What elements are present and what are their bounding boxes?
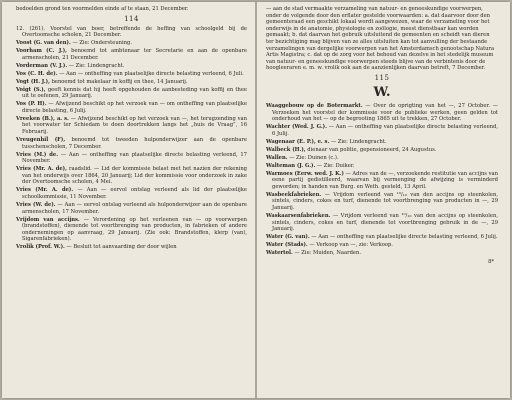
index-entry-heading: Vries (Mr. A. de).	[16, 187, 74, 194]
index-entry	[266, 155, 498, 162]
index-entry-text: — Zie: Lindengracht.	[68, 62, 125, 69]
index-entry-text: — Aan — ontheffing van plaatselijke directe belasting verleend, 6 Julij.	[311, 234, 498, 241]
index-entry	[266, 213, 498, 233]
index-entry-heading: Vrolik (Prof. W.).	[16, 244, 65, 251]
index-entry-text: 12. (261). Voorstel van boer, betreffende de heffing van schoolgeld bij de Overtoomsche scholen, 21 December.	[16, 25, 247, 39]
index-entry-text: — Aan — ontheffing van plaatselijke directe belasting verleend, 6 Julij.	[272, 124, 498, 137]
index-entry-heading: Voost (G. van den).	[16, 40, 71, 47]
right-page-entries	[266, 103, 498, 257]
index-entry	[266, 163, 498, 170]
index-entry-text: geeft kennis dat hij heeft opgehouden de aanbesteding van koffij en thee uit te oefenen, 29 Januarij.	[22, 86, 247, 100]
index-entry-heading: Vries (W. de).	[16, 201, 56, 208]
index-entry	[16, 101, 247, 114]
index-entry-text: — Afwijzend beschikt op het verzoek van —, het terugzending van het voorwater ter Schiedam te doen doortrekken langs het „huis de Vraag”, 16 Februarij.	[22, 115, 247, 136]
index-entry	[16, 71, 247, 78]
index-entry-heading: Vorderman (V. J.).	[16, 62, 68, 69]
index-entry	[16, 116, 247, 136]
index-entry-text: — Adres van de —, verzoekende restitutie van accijns van eene partij gedistilleerd, waarvan bij vermenging de afwijzing is verminderd geworden; in handen van Burg. en Weth. gesteld, 13 April.	[272, 170, 498, 190]
index-entry-text: — Zie: Ondersteuning.	[72, 40, 132, 47]
right-page-top-lines: — aan de stad vermaakte verzameling van natuur- en geneeskundige voorwerpen, onder de volgende door den erflater gestelde voorwaarden: a. dat daarvoor door den gemeenteraad een geschikt lokaal wordt aangewezen, waar de verzameling voor het onderwijs in de anatomie, physiologie en zoölogie, meest dienstbaar kan worden gemaakt; b. dat daarvan het gebruik uitsluitend de gemeenten en scheidt van dieren ter bezichtiging mag blijven van ze alles uitsluiten kan tot aanvulling der bestaande verzamelingen van dergelijke voorwerpen van het Amsterdamsch genootschap Natura Artis Magistra; c. dat op de zorg voor het behoud van dezelve in het stedelijk museum van natuur- en geneeskundige voorwerpen steeds blijve van de verbintenis door de hoogleeraren e. m. w. vrolik ook aan de aanzienlijken daarvan betreft, 7 December.	[266, 6, 495, 72]
index-entry-text: — Zie: Duinen (c.).	[289, 154, 339, 161]
index-entry-heading: Vos (C. H. de).	[16, 70, 58, 77]
index-entry	[266, 124, 498, 137]
index-entry	[16, 48, 247, 61]
index-entry	[16, 152, 247, 165]
index-entry-text: — Aan — eervol ontslag verleend als lid der plaatselijke schoolkommissie, 11 November.	[22, 187, 248, 200]
index-entry-heading: Vries (M.) de.	[16, 151, 59, 158]
index-entry-heading: Vos (P. H).	[16, 101, 47, 108]
left-page-entries	[16, 26, 247, 251]
index-entry	[266, 242, 498, 249]
index-entry-text: — Aan — ontheffing van plaatselijke directe belasting verleend, 17 November.	[22, 151, 247, 165]
index-entry	[266, 147, 498, 154]
index-entry-heading: Wagenaar (E. P.), e. s.	[266, 138, 330, 145]
index-entry-text: — Aan — eervol ontslag verleend als hulponderwijzer aan de openbare armenscholen, 17 November.	[22, 201, 247, 215]
index-entry	[266, 171, 498, 191]
index-entry	[266, 234, 498, 241]
index-entry	[16, 26, 247, 39]
index-entry	[16, 217, 247, 243]
index-entry-heading: Voorham (C. J.),	[16, 48, 67, 55]
left-page	[2, 2, 255, 398]
index-entry	[266, 139, 498, 146]
index-entry-text: benoemd tot tweeden hulponderwijzer aan de openbare tusschenscholen, 7 December.	[22, 137, 247, 150]
index-entry-text: — Vrijdom verleend van ¹⁰/₁₀ van den accijns op steenkolen, sintels, cinders, cokes en turf, dienende tot voortbrenging gebruik in de —, 29 Januarij.	[272, 212, 498, 233]
index-entry-text: benoemd tot ambtenaar ter Secretarie en aan de openbare armenscholen, 21 December.	[22, 48, 247, 61]
index-entry	[16, 79, 247, 86]
index-entry-text: — Verkoop van —, zie: Verkoop.	[309, 242, 393, 249]
page-signature-mark: 8*	[488, 258, 494, 265]
index-entry-text: — Afwijzend beschikt op het verzoek van — om ontheffing van plaatselijke directe belasting, 6 Julij.	[22, 101, 247, 114]
left-page-number: 114	[124, 14, 139, 23]
index-entry-text: — Over de oprigting van het —, 27 October. — Verzoeken het voorstel der kommissie voor de publieke werken, geen gelden tot onderhoud van het — op de begrooting 1865 uit te trekken, 27 October.	[272, 102, 498, 123]
index-entry-text: — Zie: Muiden, Naarden.	[294, 250, 361, 257]
index-entry-heading: Vogt (H. J.),	[16, 78, 50, 85]
left-page-top-lines: bedoelden grond ten voormelden einde af te staan, 21 December.	[16, 6, 189, 12]
right-page-number: 115	[374, 73, 390, 82]
index-entry-heading: Warmoes (Eerw. wed. J. K.)	[266, 170, 344, 177]
index-entry-heading: Vrijdom van accijns.	[16, 216, 80, 223]
index-entry-heading: Walbeck (H.),	[266, 146, 306, 153]
index-entry-text: — Verordening op het verleenen van — op voorwerpen (brandstoffen), dienende tot voortbrenging van producten, in fabrieken of andere ondernemingen op aanvraag, 29 Januarij. (Zie ook: Brandstoffen, klerp (van), Sigarenfabrieken).	[22, 216, 247, 243]
index-entry-heading: Vreeken (B.), a. s.	[16, 115, 69, 122]
index-entry-text: — Zie: Duiker.	[316, 162, 355, 169]
index-entry-text: — Zie: Lindengracht.	[330, 138, 387, 145]
index-entry-heading: Water (G. van).	[266, 234, 310, 241]
index-entry	[16, 137, 247, 150]
index-entry-text: — Vrijdom verleend van ¹⁰/₁₀ van den accijns op steenkolen, sintels, cinders, cokes en turf, dienende tot voortbrenging van producten in —, 29 Januarij.	[272, 191, 498, 211]
index-entry-heading: Vries (Mr. A. de),	[16, 166, 67, 173]
section-letter: W.	[373, 84, 391, 100]
right-page	[257, 2, 510, 398]
index-entry-text: — Aan — ontheffing van plaatselijke directe belasting verleend, 6 Juli.	[59, 70, 244, 77]
index-entry-heading: Wachter (Wed. J. G.).	[266, 124, 327, 131]
index-entry	[16, 187, 247, 200]
index-entry	[16, 166, 247, 186]
index-entry-text: raadslid. — Lid der kommissie belast met het nazien der rekening van het onderwijs over 1864, 20 Januarij; Lid der kommissie voor onderzoek in zake der Overtoomsche scholen, 4 Mei.	[22, 166, 247, 186]
index-entry-heading: Voigt (S.),	[16, 86, 46, 93]
index-entry	[16, 202, 247, 215]
index-entry-heading: Waaggebouw op de Botermarkt.	[266, 102, 363, 109]
index-entry	[266, 103, 498, 123]
index-entry-heading: Wasbeekfabrieken.	[266, 191, 322, 198]
index-entry	[266, 250, 498, 257]
index-entry	[266, 192, 498, 212]
book-spread	[2, 2, 510, 398]
index-entry	[16, 87, 247, 100]
index-entry-text: benoemd tot makelaar in koffij en thee, 14 Januarij.	[51, 78, 188, 85]
index-entry-heading: Wallen.	[266, 154, 288, 161]
index-entry	[16, 63, 247, 70]
index-entry	[16, 40, 247, 47]
index-entry-heading: Walteman (J. G.).	[266, 162, 316, 169]
index-entry-text: dienaar van politie, gepensioneerd, 24 Augustus.	[307, 146, 437, 153]
index-entry-text: — Besluit tot aanvaarding der door wijlen	[66, 244, 177, 251]
index-entry-heading: Waskaarsenfabrieken.	[266, 212, 331, 219]
index-entry-heading: Watertol.	[266, 250, 293, 257]
index-entry	[16, 244, 247, 251]
index-entry-heading: Vreugenhil (F),	[16, 137, 66, 144]
index-entry-heading: Water (Stads).	[266, 242, 308, 249]
